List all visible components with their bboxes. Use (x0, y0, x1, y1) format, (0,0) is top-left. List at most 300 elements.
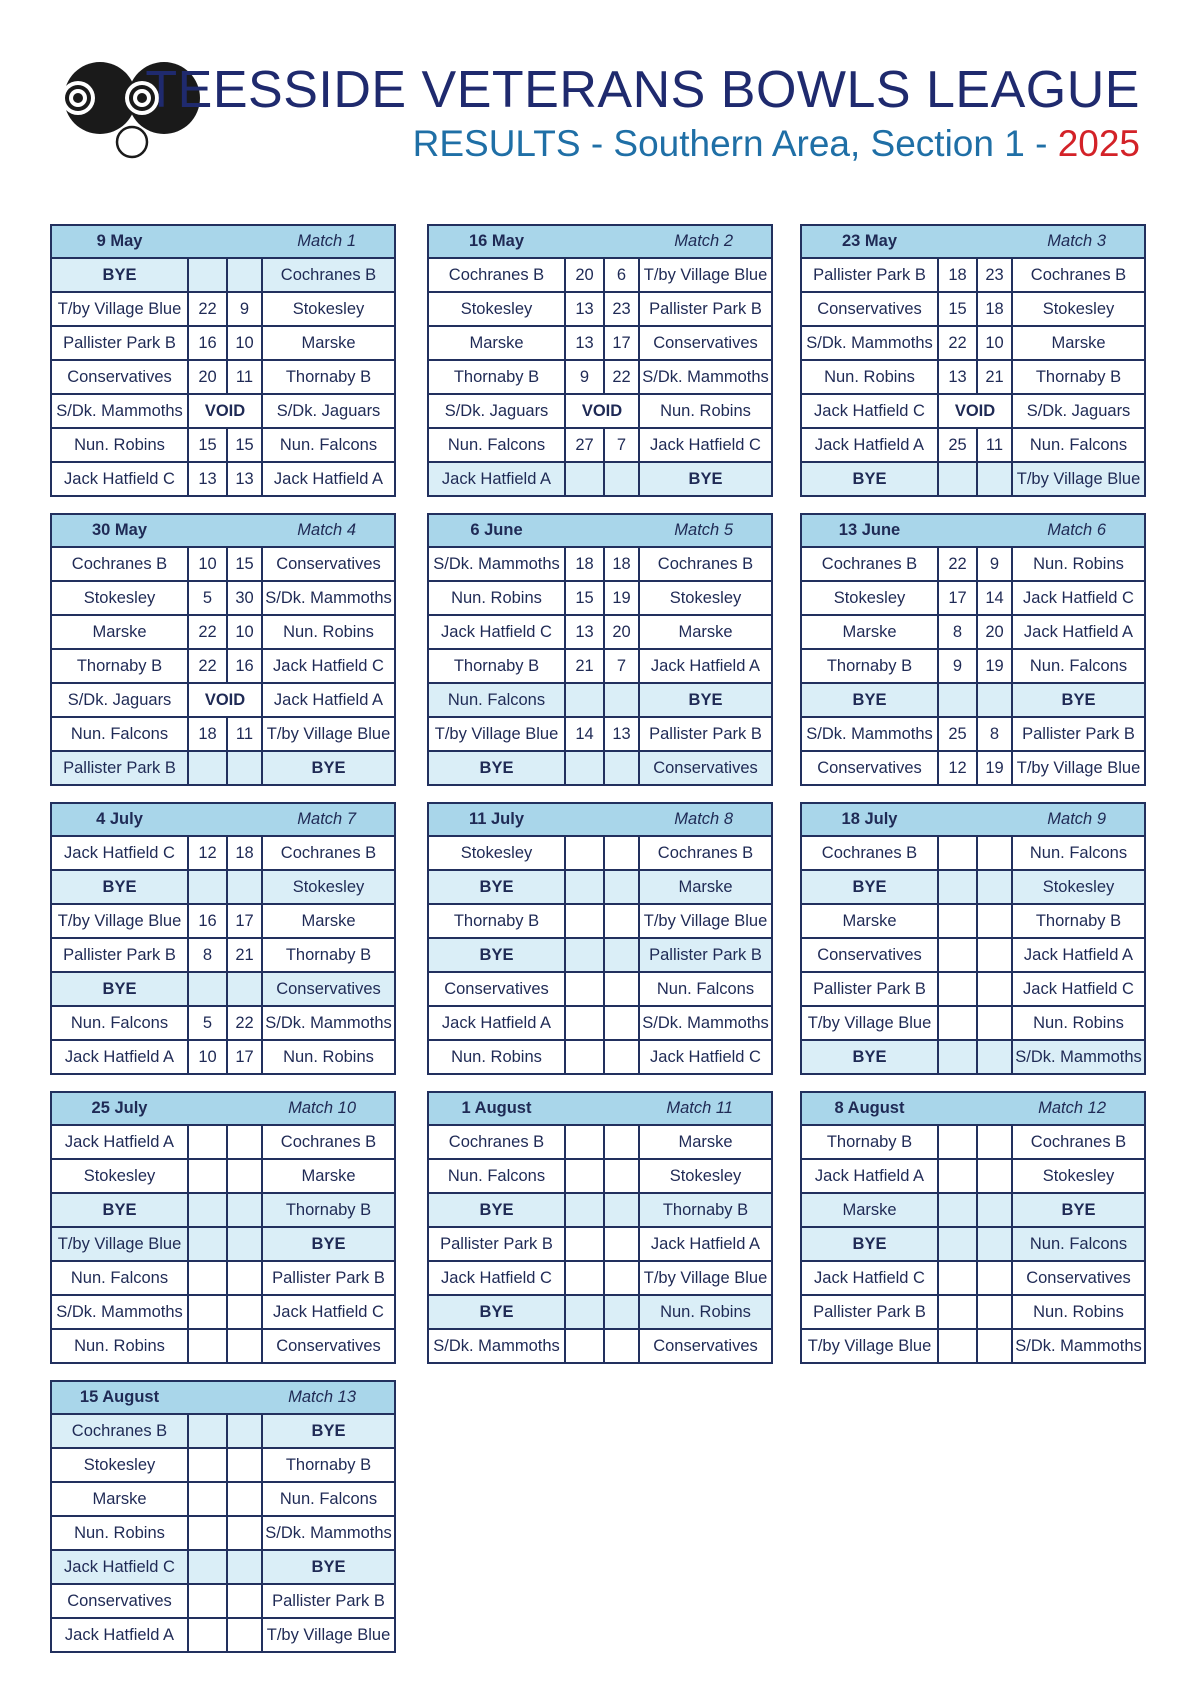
away-score (976, 905, 1011, 937)
away-team: Stokesley (1011, 293, 1144, 325)
home-score: 8 (187, 939, 226, 971)
home-team: Jack Hatfield C (64, 843, 175, 862)
match-date: 30 May (91, 521, 148, 539)
away-score (226, 1619, 261, 1651)
match-date: 23 May (841, 232, 898, 250)
home-score: 20 (187, 361, 226, 393)
home-score: 18 (937, 259, 976, 291)
fixture-row (52, 1192, 394, 1226)
home-score: 22 (187, 293, 226, 325)
home-score (564, 871, 603, 903)
away-team: Pallister Park B (261, 1585, 394, 1617)
away-score: 13 (226, 463, 261, 495)
away-team: Cochranes B (1011, 1126, 1144, 1158)
subtitle-year: 2025 (1057, 123, 1140, 164)
fixture-row (52, 614, 394, 648)
away-team: S/Dk. Jaguars (1011, 395, 1144, 427)
home-score (937, 1228, 976, 1260)
away-team: Nun. Robins (261, 616, 394, 648)
home-team: Conservatives (817, 299, 922, 318)
home-team: Cochranes B (71, 554, 168, 573)
away-team: BYE (1011, 684, 1144, 716)
match-date: 8 August (834, 1099, 905, 1117)
home-score: 12 (937, 752, 976, 784)
home-team: Conservatives (67, 367, 172, 386)
home-team: Nun. Robins (451, 1047, 542, 1066)
home-team: BYE (479, 877, 514, 896)
fixture-row (802, 359, 1144, 393)
home-score (564, 939, 603, 971)
away-score (976, 1194, 1011, 1226)
home-score (187, 1449, 226, 1481)
home-score (937, 1126, 976, 1158)
home-team: T/by Village Blue (57, 1234, 182, 1253)
fixture-row (429, 903, 771, 937)
home-score (187, 1585, 226, 1617)
fixture-row (802, 750, 1144, 784)
home-score: 13 (564, 616, 603, 648)
home-score (564, 1041, 603, 1073)
fixture-row (802, 682, 1144, 716)
away-score: 19 (976, 752, 1011, 784)
home-team: Jack Hatfield A (814, 1166, 925, 1185)
away-score (976, 1330, 1011, 1362)
match-number: Match 2 (674, 232, 733, 250)
fixture-row (802, 869, 1144, 903)
match-date: 18 July (841, 810, 898, 828)
home-team: Nun. Falcons (447, 1166, 546, 1185)
away-score (603, 1194, 638, 1226)
away-team: Cochranes B (261, 837, 394, 869)
home-team: Nun. Falcons (447, 435, 546, 454)
home-team: Jack Hatfield A (441, 469, 552, 488)
fixture-row (429, 580, 771, 614)
home-team: Conservatives (817, 945, 922, 964)
home-team: Nun. Falcons (70, 1013, 169, 1032)
fixture-row (429, 325, 771, 359)
fixture-row (802, 614, 1144, 648)
away-score: 18 (976, 293, 1011, 325)
fixture-row (52, 461, 394, 495)
home-team: S/Dk. Mammoths (56, 401, 183, 420)
away-score (976, 1262, 1011, 1294)
match-number: Match 3 (1047, 232, 1106, 250)
match-card (427, 802, 773, 1075)
away-score: 18 (226, 837, 261, 869)
away-score: 19 (603, 582, 638, 614)
match-number: Match 12 (1038, 1099, 1106, 1117)
match-card (427, 513, 773, 786)
home-team: Jack Hatfield A (64, 1047, 175, 1066)
match-card (427, 1091, 773, 1364)
home-score (187, 1296, 226, 1328)
match-card (800, 1091, 1146, 1364)
home-score: 12 (187, 837, 226, 869)
home-score: 13 (187, 463, 226, 495)
home-score (937, 1262, 976, 1294)
fixture-row (802, 1192, 1144, 1226)
home-team: S/Dk. Mammoths (433, 1336, 560, 1355)
match-header (429, 804, 771, 835)
away-score (226, 1517, 261, 1549)
fixture-row (52, 869, 394, 903)
fixture-row (52, 427, 394, 461)
match-card (800, 513, 1146, 786)
home-score: 22 (187, 650, 226, 682)
home-team: BYE (102, 877, 137, 896)
away-score: 15 (226, 429, 261, 461)
away-team: Stokesley (1011, 1160, 1144, 1192)
home-team: Stokesley (83, 588, 156, 607)
away-score: 7 (603, 429, 638, 461)
away-score (603, 1296, 638, 1328)
match-number: Match 6 (1047, 521, 1106, 539)
away-score (603, 1126, 638, 1158)
match-number: Match 10 (288, 1099, 356, 1117)
away-score: 16 (226, 650, 261, 682)
home-team: Nun. Robins (74, 435, 165, 454)
home-score: 17 (937, 582, 976, 614)
away-team: Pallister Park B (638, 718, 771, 750)
away-score: 22 (603, 361, 638, 393)
home-score (937, 463, 976, 495)
away-team: S/Dk. Mammoths (261, 582, 394, 614)
away-team: Jack Hatfield A (1011, 939, 1144, 971)
fixture-row (52, 1294, 394, 1328)
home-team: Cochranes B (448, 265, 545, 284)
home-team: BYE (102, 265, 137, 284)
fixture-row (52, 835, 394, 869)
home-score (187, 1194, 226, 1226)
home-score (564, 1296, 603, 1328)
home-team: Thornaby B (453, 367, 540, 386)
away-team: Nun. Robins (1011, 548, 1144, 580)
away-team: Jack Hatfield C (1011, 582, 1144, 614)
away-score (226, 1415, 261, 1447)
away-team: Nun. Robins (1011, 1296, 1144, 1328)
away-team: Jack Hatfield C (638, 429, 771, 461)
fixture-row (802, 427, 1144, 461)
home-team: Jack Hatfield A (441, 1013, 552, 1032)
away-score: 19 (976, 650, 1011, 682)
home-team: Pallister Park B (813, 979, 926, 998)
away-team: Nun. Robins (1011, 1007, 1144, 1039)
home-team: S/Dk. Mammoths (806, 333, 933, 352)
home-score: 10 (187, 1041, 226, 1073)
away-team: BYE (261, 752, 394, 784)
fixture-row (429, 1005, 771, 1039)
home-score (937, 939, 976, 971)
away-team: Nun. Falcons (1011, 429, 1144, 461)
away-team: BYE (261, 1415, 394, 1447)
away-team: Jack Hatfield A (261, 463, 394, 495)
away-team: Stokesley (638, 582, 771, 614)
home-score: 16 (187, 327, 226, 359)
fixture-row (52, 1124, 394, 1158)
home-team: Nun. Robins (451, 588, 542, 607)
away-score (603, 973, 638, 1005)
home-score: 27 (564, 429, 603, 461)
away-team: Nun. Falcons (1011, 1228, 1144, 1260)
home-team: Nun. Robins (74, 1523, 165, 1542)
home-score (937, 1007, 976, 1039)
away-team: S/Dk. Mammoths (261, 1517, 394, 1549)
match-number: Match 4 (297, 521, 356, 539)
away-score: 10 (226, 616, 261, 648)
home-team: S/Dk. Mammoths (806, 724, 933, 743)
fixture-row (802, 580, 1144, 614)
away-score: 21 (226, 939, 261, 971)
home-team: Thornaby B (453, 656, 540, 675)
away-team: Conservatives (1011, 1262, 1144, 1294)
fixture-row (429, 1294, 771, 1328)
away-score (226, 1228, 261, 1260)
away-team: BYE (638, 684, 771, 716)
fixture-row (429, 971, 771, 1005)
away-team: Conservatives (261, 973, 394, 1005)
void-result: VOID (937, 395, 1011, 427)
home-team: Jack Hatfield C (441, 1268, 552, 1287)
home-score (187, 1126, 226, 1158)
away-team: T/by Village Blue (638, 259, 771, 291)
away-team: Marske (261, 327, 394, 359)
away-score (976, 1126, 1011, 1158)
away-team: Jack Hatfield A (1011, 616, 1144, 648)
away-team: T/by Village Blue (261, 1619, 394, 1651)
fixture-row (52, 1005, 394, 1039)
subtitle-text: RESULTS - Southern Area, Section 1 - (412, 123, 1058, 164)
away-score (603, 684, 638, 716)
home-team: Jack Hatfield A (64, 1625, 175, 1644)
away-score: 18 (603, 548, 638, 580)
match-header (802, 804, 1144, 835)
away-team: Conservatives (638, 1330, 771, 1362)
home-score: 18 (187, 718, 226, 750)
home-score (564, 1330, 603, 1362)
away-team: S/Dk. Jaguars (261, 395, 394, 427)
home-score (564, 463, 603, 495)
home-score (564, 973, 603, 1005)
home-team: Marske (92, 622, 147, 641)
match-card (50, 1380, 396, 1653)
away-team: Marske (638, 871, 771, 903)
home-team: S/Dk. Jaguars (444, 401, 549, 420)
home-team: BYE (102, 1200, 137, 1219)
jack-ball-icon (117, 127, 147, 157)
away-score (976, 1228, 1011, 1260)
away-score (226, 1126, 261, 1158)
match-card (800, 224, 1146, 497)
fixture-row (52, 1583, 394, 1617)
match-header (52, 515, 394, 546)
fixture-row (802, 971, 1144, 1005)
away-team: Thornaby B (261, 1449, 394, 1481)
fixture-row (429, 359, 771, 393)
home-team: T/by Village Blue (807, 1336, 932, 1355)
away-team: Nun. Falcons (261, 429, 394, 461)
home-team: Thornaby B (76, 656, 163, 675)
away-score: 11 (226, 718, 261, 750)
away-team: Jack Hatfield A (638, 1228, 771, 1260)
away-team: Pallister Park B (261, 1262, 394, 1294)
fixture-row (52, 1413, 394, 1447)
away-score: 22 (226, 1007, 261, 1039)
away-score (226, 1194, 261, 1226)
away-team: T/by Village Blue (638, 1262, 771, 1294)
fixture-row (429, 716, 771, 750)
away-team: Jack Hatfield C (261, 1296, 394, 1328)
away-score: 6 (603, 259, 638, 291)
away-score (226, 1483, 261, 1515)
away-team: Nun. Falcons (261, 1483, 394, 1515)
fixture-row (802, 461, 1144, 495)
match-number: Match 11 (666, 1099, 733, 1117)
home-team: BYE (852, 469, 887, 488)
home-score (187, 1483, 226, 1515)
away-team: Stokesley (1011, 871, 1144, 903)
match-header (802, 226, 1144, 257)
home-score: 21 (564, 650, 603, 682)
fixture-row (52, 1260, 394, 1294)
home-team: Jack Hatfield C (814, 1268, 925, 1287)
fixture-row (802, 325, 1144, 359)
away-score: 9 (226, 293, 261, 325)
match-date: 13 June (838, 521, 901, 539)
away-team: Thornaby B (1011, 905, 1144, 937)
home-score (187, 1551, 226, 1583)
fixture-row (429, 614, 771, 648)
home-team: Nun. Falcons (70, 1268, 169, 1287)
fixture-row (429, 1192, 771, 1226)
away-score (603, 1330, 638, 1362)
fixture-row (802, 716, 1144, 750)
away-score (603, 837, 638, 869)
home-score: 9 (564, 361, 603, 393)
home-score: 18 (564, 548, 603, 580)
away-team: Cochranes B (638, 837, 771, 869)
home-team: Stokesley (83, 1166, 156, 1185)
away-score (976, 463, 1011, 495)
match-header (802, 515, 1144, 546)
home-score (564, 752, 603, 784)
home-score (187, 1330, 226, 1362)
fixture-row (802, 1294, 1144, 1328)
home-score: 13 (564, 293, 603, 325)
fixture-row (802, 393, 1144, 427)
match-date: 11 July (468, 810, 525, 828)
away-team: Marske (1011, 327, 1144, 359)
home-score: 15 (187, 429, 226, 461)
home-team: Cochranes B (821, 554, 918, 573)
fixture-row (52, 937, 394, 971)
fixture-row (802, 257, 1144, 291)
away-score: 20 (603, 616, 638, 648)
away-score (226, 1296, 261, 1328)
fixture-row (429, 1158, 771, 1192)
home-score: 14 (564, 718, 603, 750)
away-team: Thornaby B (638, 1194, 771, 1226)
away-score (603, 939, 638, 971)
match-number: Match 5 (674, 521, 733, 539)
home-team: BYE (852, 690, 887, 709)
fixture-row (52, 359, 394, 393)
away-score: 14 (976, 582, 1011, 614)
fixture-row (52, 1447, 394, 1481)
away-team: Nun. Robins (261, 1041, 394, 1073)
home-team: T/by Village Blue (434, 724, 559, 743)
match-card (50, 802, 396, 1075)
home-score (564, 1262, 603, 1294)
away-team: Marske (261, 905, 394, 937)
away-team: S/Dk. Mammoths (1011, 1330, 1144, 1362)
fixture-row (52, 1617, 394, 1651)
away-team: Jack Hatfield C (261, 650, 394, 682)
fixture-row (52, 682, 394, 716)
home-team: BYE (479, 1200, 514, 1219)
away-score: 17 (226, 905, 261, 937)
match-number: Match 7 (297, 810, 356, 828)
away-team: Pallister Park B (638, 939, 771, 971)
home-score (937, 905, 976, 937)
away-score (226, 1160, 261, 1192)
home-score: 15 (937, 293, 976, 325)
home-score (937, 1330, 976, 1362)
home-score (187, 1619, 226, 1651)
away-score: 8 (976, 718, 1011, 750)
away-score (603, 752, 638, 784)
home-score: 9 (937, 650, 976, 682)
void-result: VOID (187, 684, 261, 716)
fixture-row (52, 1158, 394, 1192)
fixture-row (802, 291, 1144, 325)
away-score: 10 (976, 327, 1011, 359)
home-team: Pallister Park B (63, 945, 176, 964)
away-team: Thornaby B (261, 361, 394, 393)
away-score: 20 (976, 616, 1011, 648)
home-team: Conservatives (444, 979, 549, 998)
away-team: Conservatives (638, 752, 771, 784)
page-subtitle (413, 122, 1140, 166)
away-team: Cochranes B (261, 259, 394, 291)
away-team: Thornaby B (261, 1194, 394, 1226)
home-team: Thornaby B (826, 656, 913, 675)
away-team: BYE (638, 463, 771, 495)
away-team: T/by Village Blue (1011, 752, 1144, 784)
home-score: 16 (187, 905, 226, 937)
away-team: BYE (261, 1228, 394, 1260)
fixture-row (429, 393, 771, 427)
home-team: Jack Hatfield A (814, 435, 925, 454)
match-card (800, 802, 1146, 1075)
match-header (52, 226, 394, 257)
match-header (429, 1093, 771, 1124)
home-score: 5 (187, 582, 226, 614)
fixture-row (429, 1124, 771, 1158)
fixture-row (802, 1124, 1144, 1158)
fixture-row (802, 1260, 1144, 1294)
home-team: Marske (469, 333, 524, 352)
away-score (603, 1007, 638, 1039)
fixture-row (429, 546, 771, 580)
away-team: Jack Hatfield A (261, 684, 394, 716)
home-team: Marske (842, 911, 897, 930)
home-score: 10 (187, 548, 226, 580)
away-score: 17 (603, 327, 638, 359)
home-score (937, 1194, 976, 1226)
home-team: BYE (479, 945, 514, 964)
away-team: Jack Hatfield A (638, 650, 771, 682)
home-team: Conservatives (817, 758, 922, 777)
